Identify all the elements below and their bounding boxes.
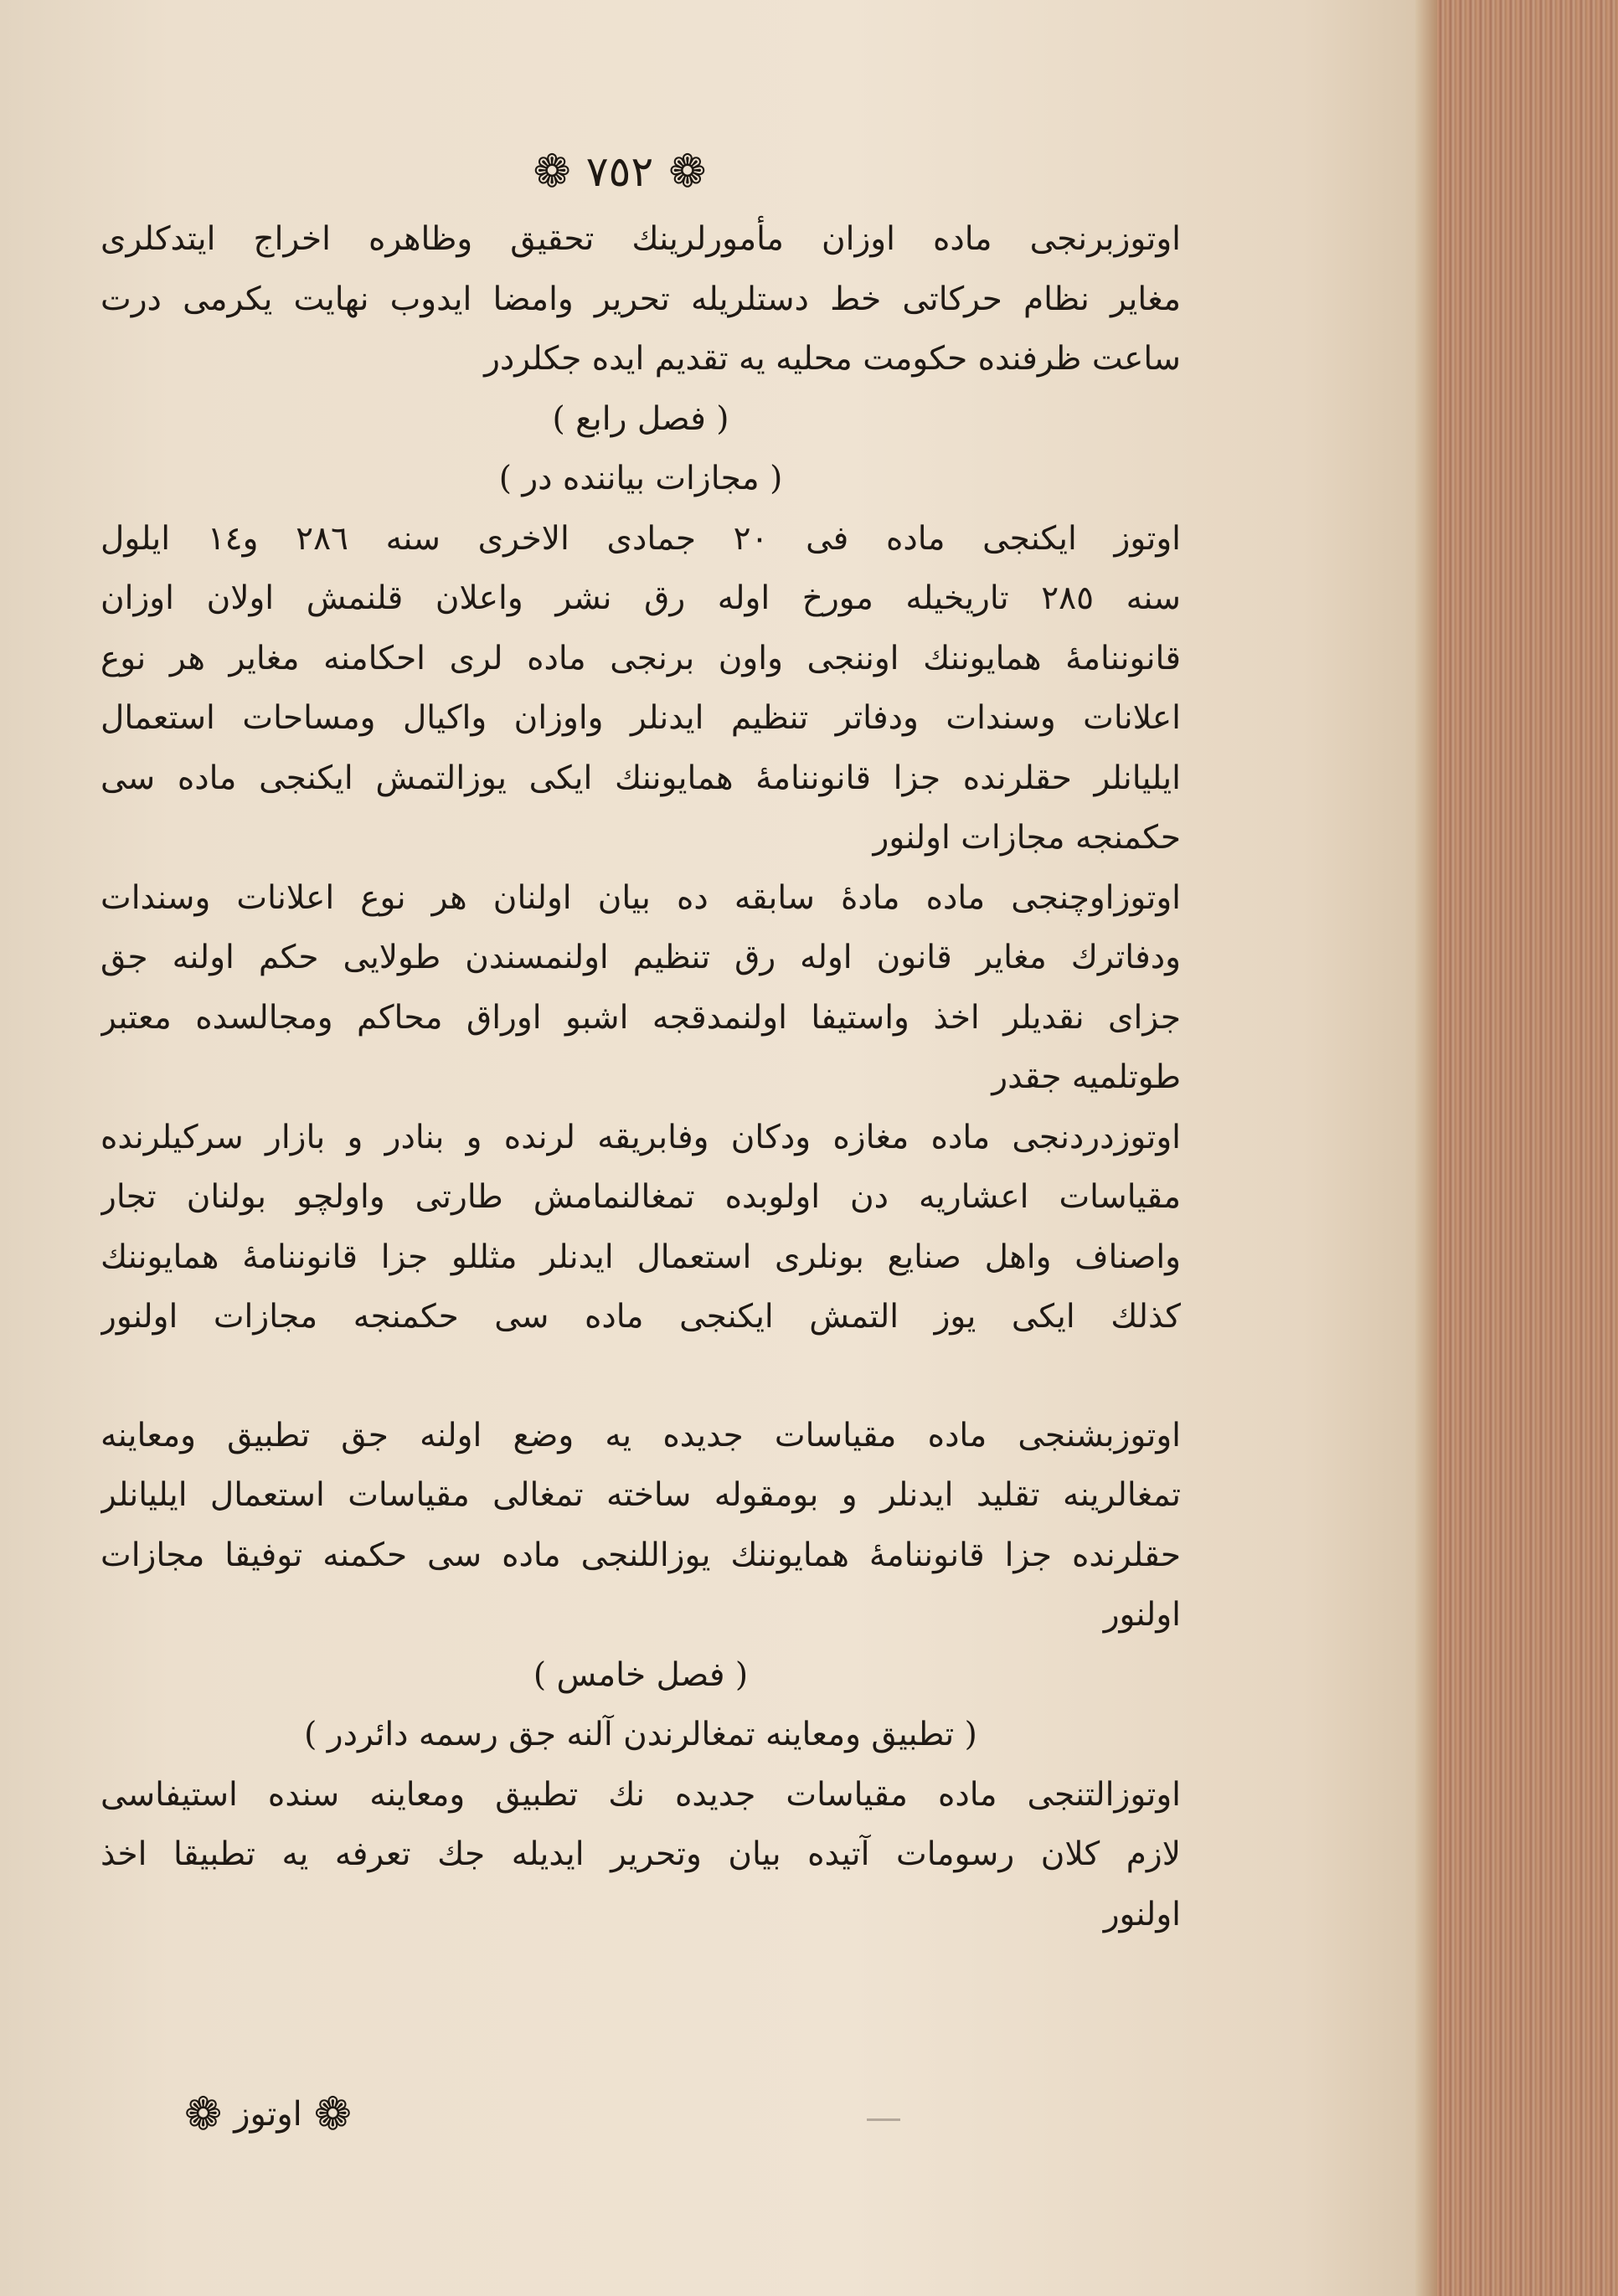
text-line: ودفاترك مغایر قانون اوله رق تنظیم اولنمسندن طولایی حكم اولنه جق (100, 939, 1181, 976)
text-line: قانوننامهٔ همایوننك اوننجی واون برنجی ماده لری احكامنه مغایر هر نوع (100, 639, 1181, 677)
section-heading: ( فصل خامس ) (533, 1655, 749, 1694)
text-line: لازم كلان رسومات آتیده بیان وتحریر ایدیله جك تعرفه یه تطبیقا اخذ (100, 1835, 1181, 1873)
section-subheading: ( مجازات بیاننده در ) (498, 460, 783, 497)
catchword: اوتوز (234, 2095, 302, 2134)
text-line: مغایر نظام حركاتی خط دستلریله تحریر وامضا ایدوب نهایت یكرمی درت (100, 280, 1181, 318)
page-footer (159, 2077, 377, 2152)
text-line: ایلیانلر حقلرنده جزا قانوننامهٔ همایوننك ایكی یوزالتمش ایكنجی ماده سی (100, 759, 1181, 797)
text-line: اعلانات وسندات ودفاتر تنظیم ایدنلر واوزان واكیال ومساحات استعمال (100, 699, 1181, 737)
text-line: تمغالرینه تقلید ایدنلر و بومقوله ساخته تمغالی مقیاسات استعمال ایلیانلر (100, 1476, 1181, 1514)
text-line: اوتوزبشنجی ماده مقیاسات جدیده یه وضع اولنه جق تطبیق ومعاینه (100, 1416, 1181, 1454)
text-line: جزای نقدیلر اخذ واستیفا اولنمدقجه اشبو اوراق محاكم ومجالسده معتبر (100, 998, 1181, 1037)
left-ornament-icon: ❁ (533, 145, 571, 198)
page-body (100, 209, 1181, 1944)
text-line: كذلك ایكی یوز التمش ایكنجی ماده سی حكمنجه مجازات اولنور (100, 1298, 1181, 1336)
text-line: حكمنجه مجازات اولنور (873, 819, 1181, 857)
text-line: اوتوزبرنجی ماده اوزان مأمورلرینك تحقیق وظاهره اخراج ایتدكلری (100, 220, 1181, 258)
text-line: اوتوز ایكنجی ماده فی ٢٠ جمادی الاخری سنه ٢٨٦ و١٤ ایلول (100, 519, 1181, 558)
text-line: اوتوزالتنجی ماده مقیاسات جدیده نك تطبیق ومعاینه سنده استیفاسی (100, 1775, 1181, 1814)
text-line: مقیاسات اعشاریه دن اولوبده تمغالنمامش طارتی واولچو بولنان تجار (100, 1178, 1181, 1216)
left-ornament-icon: ❁ (183, 2088, 223, 2140)
text-line: واصناف واهل صنایع بونلری استعمال ایدنلر مثللو جزا قانوننامهٔ همایوننك (100, 1238, 1181, 1276)
text-line: اولنور (1103, 1895, 1181, 1933)
page-number: ٧٥٢ (585, 147, 654, 196)
right-ornament-icon: ❁ (668, 145, 707, 198)
text-line: اوتوزدردنجی ماده مغازه ودكان وفابریقه لرنده و بنادر و بازار سركیلرنده (100, 1118, 1181, 1156)
section-subheading: ( تطبیق ومعاینه تمغالرندن آلنه جق رسمه دائردر ) (304, 1716, 977, 1753)
text-line: ساعت ظرفنده حكومت محلیه یه تقدیم ایده جكلردر (484, 340, 1181, 378)
text-line: اوتوزاوچنجی ماده مادهٔ سابقه ده بیان اولنان هر نوع اعلانات وسندات (100, 878, 1181, 917)
page-header (519, 134, 720, 209)
text-line: طوتلمیه جقدر (992, 1058, 1181, 1096)
text-line: حقلرنده جزا قانوننامهٔ همایوننك یوزاللنجی ماده سی حكمنه توفیقا مجازات (100, 1536, 1181, 1574)
page-edges (1415, 0, 1618, 2296)
ink-smudge (867, 2118, 900, 2121)
section-heading: ( فصل رابع ) (552, 399, 729, 438)
text-line: اولنور (1103, 1596, 1181, 1634)
right-ornament-icon: ❁ (313, 2088, 353, 2140)
text-line: سنه ٢٨٥ تاریخیله مورخ اوله رق نشر واعلان قلنمش اولان اوزان (100, 579, 1181, 617)
